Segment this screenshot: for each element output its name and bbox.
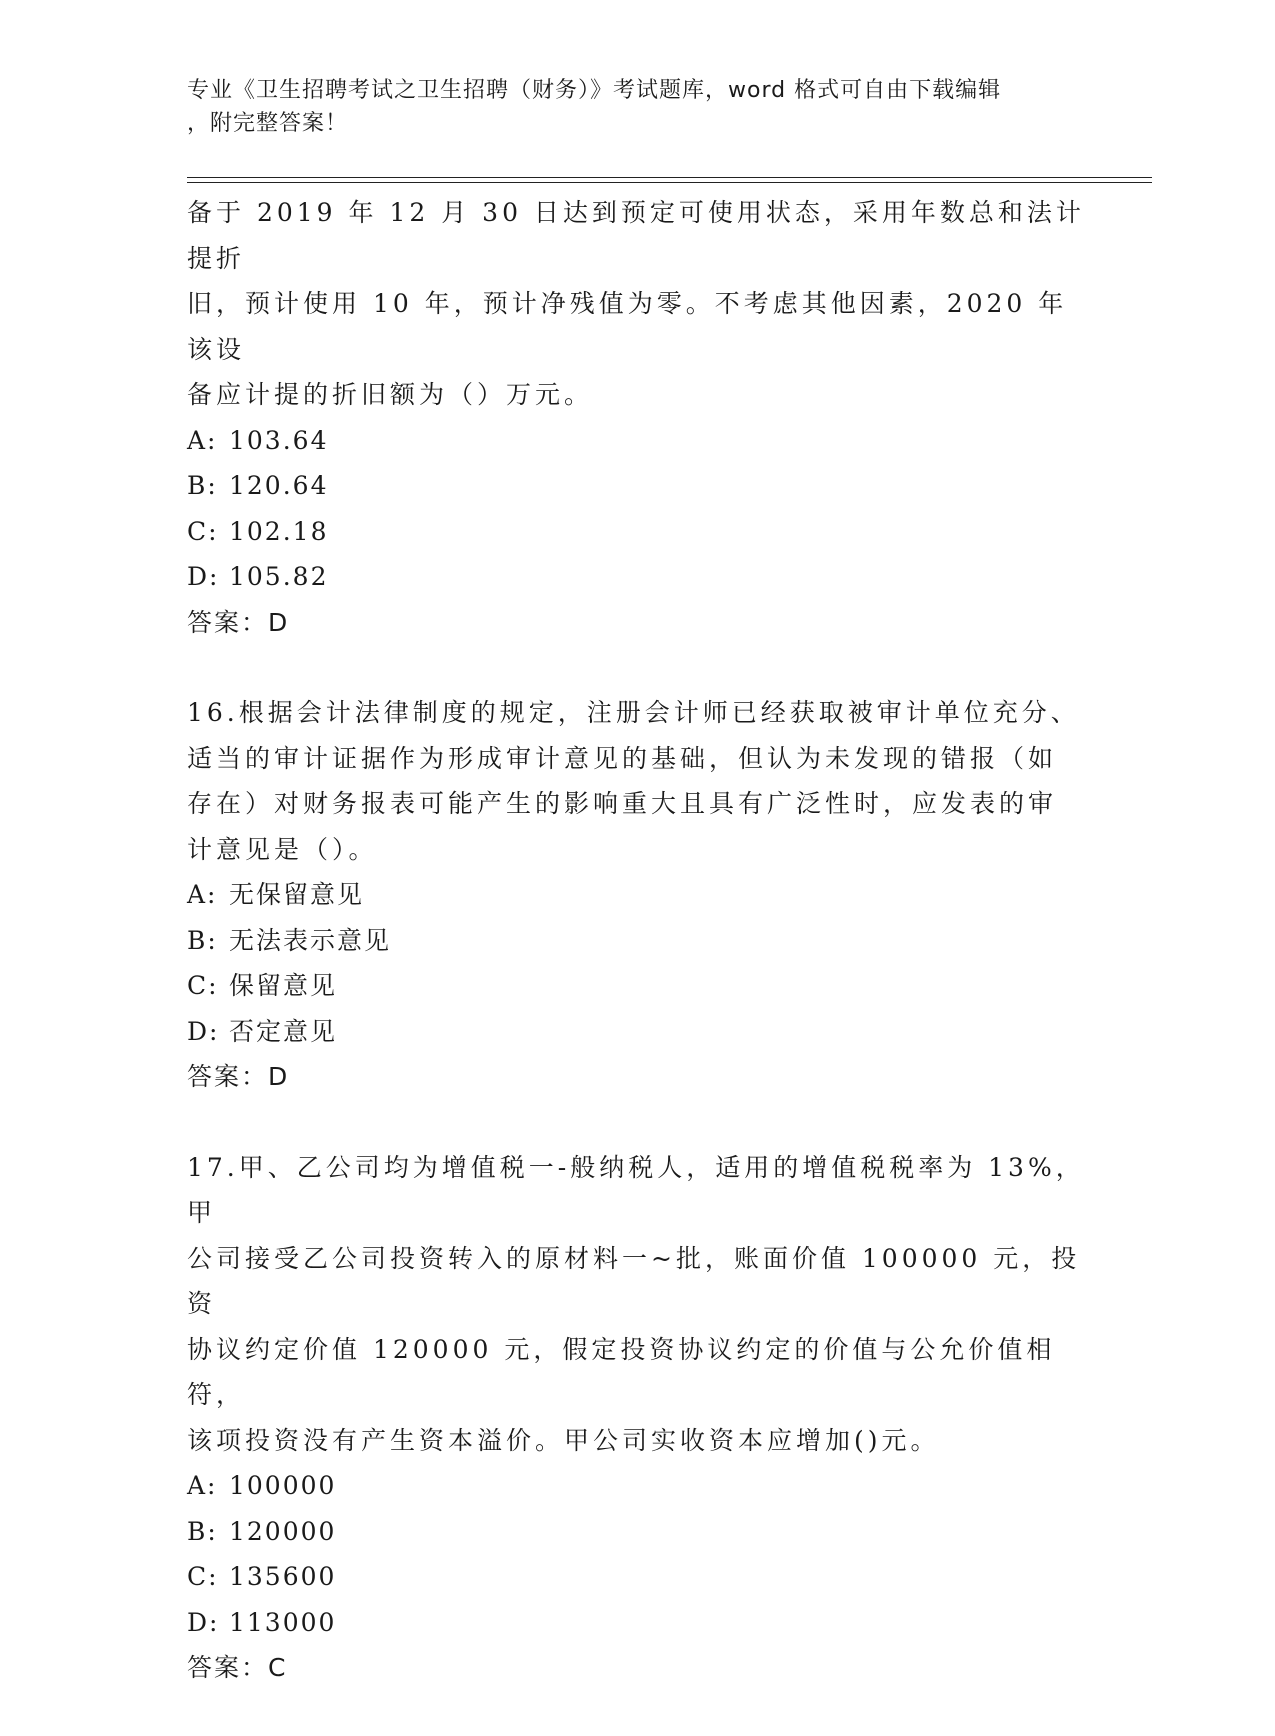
option-c [187,963,1087,1009]
option-a [187,872,1087,918]
option-letter: B: [187,471,218,500]
question-stem-line: 备于 2019 年 12 月 30 日达到预定可使用状态，采用年数总和法计提折 [187,198,1085,273]
question-stem-line: 17.甲、乙公司均为增值税一-般纳税人，适用的增值税税率为 13%，甲 [187,1152,1085,1227]
option-b [187,1509,1087,1555]
answer-line: 答案：C [187,1653,288,1682]
header-line-2: ，附完整答案！ [187,111,349,136]
header-line-1: 专业《卫生招聘考试之卫生招聘（财务）》考试题库，word 格式可自由下载编辑 [187,78,1002,103]
header-divider-top [187,177,1152,178]
option-text: 113000 [229,1607,337,1637]
question-item [187,1145,1087,1691]
option-c [187,509,1087,555]
option-text: 135600 [229,1562,337,1591]
document-header [187,74,1077,140]
question-item [187,690,1087,1100]
option-text: 否定意见 [229,1016,338,1046]
option-b [187,918,1087,964]
question-stem-line: 备应计提的折旧额为（）万元。 [187,380,594,409]
question-stem-line: 该项投资没有产生资本溢价。甲公司实收资本应增加()元。 [187,1425,940,1455]
option-letter: A: [187,1471,218,1500]
option-text: 102.18 [229,516,329,546]
option-d [187,554,1087,600]
option-text: 保留意见 [229,971,338,1000]
question-stem-line: 存在）对财务报表可能产生的影响重大且具有广泛性时，应发表的审 [187,789,1058,818]
question-stem-line: 计意见是（）。 [187,834,378,864]
option-letter: D: [187,1607,220,1637]
question-stem-line: 适当的审计证据作为形成审计意见的基础，但认为未发现的错报（如 [187,743,1058,773]
header-divider-bottom [187,182,1152,183]
answer-line: 答案：D [187,1062,290,1091]
option-letter: D: [187,1016,220,1046]
question-stem-line: 16.根据会计法律制度的规定，注册会计师已经获取被审计单位充分、 [187,698,1080,727]
option-letter: D: [187,562,220,591]
option-text: 无法表示意见 [229,925,392,955]
option-letter: A: [187,425,218,455]
question-stem-line: 公司接受乙公司投资转入的原材料一~批，账面价值 100000 元，投资 [187,1243,1081,1318]
option-text: 105.82 [229,562,329,591]
option-letter: C: [187,516,219,546]
option-text: 100000 [229,1471,337,1500]
option-text: 120000 [229,1516,337,1546]
option-b [187,463,1087,509]
option-c [187,1554,1087,1600]
option-a [187,418,1087,464]
option-d [187,1009,1087,1055]
option-text: 120.64 [229,471,329,500]
option-a [187,1463,1087,1509]
question-item [187,190,1087,645]
option-letter: B: [187,1516,218,1546]
question-list [187,190,1087,1736]
option-letter: A: [187,880,218,909]
option-letter: C: [187,1562,219,1591]
option-d [187,1600,1087,1646]
option-text: 103.64 [229,425,329,455]
question-stem-line: 协议约定价值 120000 元，假定投资协议约定的价值与公允价值相符， [187,1334,1056,1409]
option-text: 无保留意见 [229,880,365,909]
option-letter: C: [187,971,219,1000]
answer-line: 答案：D [187,607,290,637]
option-letter: B: [187,925,218,955]
question-stem-line: 旧，预计使用 10 年，预计净残值为零。不考虑其他因素，2020 年该设 [187,289,1068,364]
